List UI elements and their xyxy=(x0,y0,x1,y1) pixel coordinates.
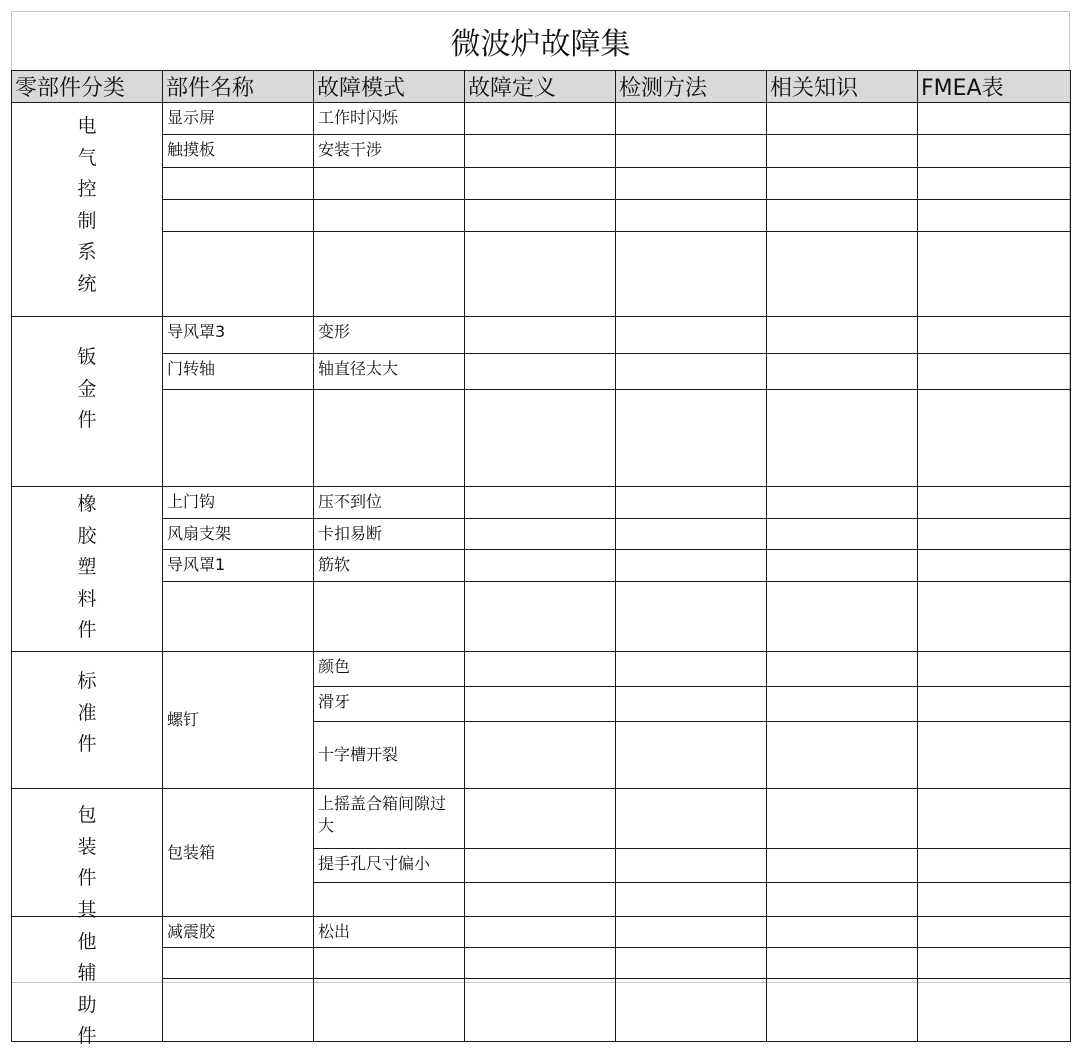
fault-mode-cell[interactable]: 提手孔尺寸偏小 xyxy=(314,848,465,882)
table-row xyxy=(12,200,1071,232)
table-row xyxy=(12,789,1071,849)
fault-mode-cell[interactable] xyxy=(314,390,465,487)
fault-mode-cell[interactable] xyxy=(314,948,465,979)
header-fault-definition[interactable]: 故障定义 xyxy=(465,71,616,103)
part-name-cell[interactable]: 门转轴 xyxy=(163,353,314,390)
detection-method-cell[interactable] xyxy=(616,487,767,519)
table-row xyxy=(12,581,1071,651)
detection-method-cell[interactable] xyxy=(616,103,767,135)
fault-definition-cell[interactable] xyxy=(465,848,616,882)
fault-definition-cell[interactable] xyxy=(465,686,616,721)
fmea-cell[interactable] xyxy=(918,948,1071,979)
fault-definition-cell[interactable] xyxy=(465,948,616,979)
detection-method-cell[interactable] xyxy=(616,721,767,788)
related-knowledge-cell[interactable] xyxy=(767,487,918,519)
detection-method-cell[interactable] xyxy=(616,390,767,487)
sheet-title: 微波炉故障集 xyxy=(450,26,631,62)
related-knowledge-cell[interactable] xyxy=(767,353,918,390)
header-part-name[interactable]: 部件名称 xyxy=(163,71,314,103)
part-name-cell[interactable]: 显示屏 xyxy=(163,103,314,135)
related-knowledge-cell[interactable] xyxy=(767,135,918,167)
category-cell[interactable]: 电 气 控 制 系 统 xyxy=(12,103,163,317)
fault-definition-cell[interactable] xyxy=(465,721,616,788)
fault-definition-cell[interactable] xyxy=(465,789,616,849)
related-knowledge-cell[interactable] xyxy=(767,979,918,1042)
table-row xyxy=(12,550,1071,582)
fmea-cell[interactable] xyxy=(918,135,1071,167)
fault-definition-cell[interactable] xyxy=(465,353,616,390)
fmea-cell[interactable] xyxy=(918,232,1071,317)
related-knowledge-cell[interactable] xyxy=(767,882,918,916)
related-knowledge-cell[interactable] xyxy=(767,848,918,882)
fmea-cell[interactable] xyxy=(918,103,1071,135)
detection-method-cell[interactable] xyxy=(616,581,767,651)
table-row xyxy=(12,135,1071,167)
table-row xyxy=(12,232,1071,317)
part-name-cell[interactable]: 包装箱 xyxy=(163,789,314,917)
table-row xyxy=(12,103,1071,135)
fmea-cell[interactable] xyxy=(918,917,1071,948)
header-row xyxy=(12,71,1071,103)
fmea-cell[interactable] xyxy=(918,167,1071,199)
fault-mode-cell[interactable]: 安装干涉 xyxy=(314,135,465,167)
detection-method-cell[interactable] xyxy=(616,789,767,849)
detection-method-cell[interactable] xyxy=(616,652,767,687)
related-knowledge-cell[interactable] xyxy=(767,581,918,651)
related-knowledge-cell[interactable] xyxy=(767,789,918,849)
part-name-cell[interactable] xyxy=(163,979,314,1042)
fmea-cell[interactable] xyxy=(918,518,1071,550)
detection-method-cell[interactable] xyxy=(616,518,767,550)
fault-definition-cell[interactable] xyxy=(465,652,616,687)
detection-method-cell[interactable] xyxy=(616,232,767,317)
part-name-cell[interactable]: 减震胶 xyxy=(163,917,314,948)
fault-mode-cell[interactable]: 变形 xyxy=(314,317,465,354)
category-cell[interactable]: 钣 金 件 xyxy=(12,317,163,487)
fault-mode-cell[interactable]: 轴直径太大 xyxy=(314,353,465,390)
fmea-cell[interactable] xyxy=(918,721,1071,788)
fmea-cell[interactable] xyxy=(918,317,1071,354)
fmea-cell[interactable] xyxy=(918,789,1071,849)
table-row xyxy=(12,979,1071,1042)
category-cell[interactable]: 其 他 辅 助 件 xyxy=(12,917,163,1042)
table-row xyxy=(12,167,1071,199)
fault-definition-cell[interactable] xyxy=(465,135,616,167)
fault-mode-cell[interactable]: 工作时闪烁 xyxy=(314,103,465,135)
part-name-cell[interactable] xyxy=(163,390,314,487)
fmea-cell[interactable] xyxy=(918,979,1071,1042)
related-knowledge-cell[interactable] xyxy=(767,390,918,487)
fault-mode-cell[interactable]: 卡扣易断 xyxy=(314,518,465,550)
fault-mode-cell[interactable]: 松出 xyxy=(314,917,465,948)
fault-definition-cell[interactable] xyxy=(465,167,616,199)
detection-method-cell[interactable] xyxy=(616,317,767,354)
fault-definition-cell[interactable] xyxy=(465,882,616,916)
fmea-cell[interactable] xyxy=(918,487,1071,519)
table-row xyxy=(12,317,1071,354)
detection-method-cell[interactable] xyxy=(616,135,767,167)
fmea-cell[interactable] xyxy=(918,550,1071,582)
fault-definition-cell[interactable] xyxy=(465,979,616,1042)
table-row xyxy=(12,353,1071,390)
table-row xyxy=(12,518,1071,550)
header-category[interactable]: 零部件分类 xyxy=(12,71,163,103)
fault-mode-cell[interactable]: 压不到位 xyxy=(314,487,465,519)
related-knowledge-cell[interactable] xyxy=(767,721,918,788)
fault-definition-cell[interactable] xyxy=(465,103,616,135)
part-name-cell[interactable] xyxy=(163,948,314,979)
related-knowledge-cell[interactable] xyxy=(767,652,918,687)
detection-method-cell[interactable] xyxy=(616,686,767,721)
fault-mode-cell[interactable]: 筋软 xyxy=(314,550,465,582)
part-name-cell[interactable] xyxy=(163,167,314,199)
fault-definition-cell[interactable] xyxy=(465,917,616,948)
fmea-cell[interactable] xyxy=(918,353,1071,390)
category-cell[interactable]: 标 准 件 xyxy=(12,652,163,789)
detection-method-cell[interactable] xyxy=(616,550,767,582)
fmea-cell[interactable] xyxy=(918,390,1071,487)
detection-method-cell[interactable] xyxy=(616,917,767,948)
fmea-cell[interactable] xyxy=(918,200,1071,232)
detection-method-cell[interactable] xyxy=(616,353,767,390)
fmea-cell[interactable] xyxy=(918,848,1071,882)
detection-method-cell[interactable] xyxy=(616,848,767,882)
table-row xyxy=(12,917,1071,948)
related-knowledge-cell[interactable] xyxy=(767,948,918,979)
table-row xyxy=(12,487,1071,519)
part-name-cell[interactable]: 风扇支架 xyxy=(163,518,314,550)
related-knowledge-cell[interactable] xyxy=(767,917,918,948)
part-name-cell[interactable]: 上门钩 xyxy=(163,487,314,519)
related-knowledge-cell[interactable] xyxy=(767,200,918,232)
part-name-cell[interactable]: 导风罩1 xyxy=(163,550,314,582)
fault-mode-cell[interactable]: 上摇盖合箱间隙过大 xyxy=(314,789,465,849)
part-name-cell[interactable]: 螺钉 xyxy=(163,652,314,789)
related-knowledge-cell[interactable] xyxy=(767,317,918,354)
fault-definition-cell[interactable] xyxy=(465,518,616,550)
part-name-cell[interactable] xyxy=(163,200,314,232)
fault-definition-cell[interactable] xyxy=(465,487,616,519)
category-cell[interactable]: 包 装 件 xyxy=(12,789,163,917)
related-knowledge-cell[interactable] xyxy=(767,103,918,135)
related-knowledge-cell[interactable] xyxy=(767,167,918,199)
fault-definition-cell[interactable] xyxy=(465,200,616,232)
fault-definition-cell[interactable] xyxy=(465,232,616,317)
header-detection-method[interactable]: 检测方法 xyxy=(616,71,767,103)
related-knowledge-cell[interactable] xyxy=(767,686,918,721)
related-knowledge-cell[interactable] xyxy=(767,550,918,582)
fmea-cell[interactable] xyxy=(918,882,1071,916)
fault-mode-cell[interactable]: 滑牙 xyxy=(314,686,465,721)
part-name-cell[interactable]: 触摸板 xyxy=(163,135,314,167)
part-name-cell[interactable] xyxy=(163,232,314,317)
table-row xyxy=(12,948,1071,979)
related-knowledge-cell[interactable] xyxy=(767,518,918,550)
detection-method-cell[interactable] xyxy=(616,979,767,1042)
detection-method-cell[interactable] xyxy=(616,882,767,916)
part-name-cell[interactable] xyxy=(163,581,314,651)
detection-method-cell[interactable] xyxy=(616,167,767,199)
fault-mode-cell[interactable] xyxy=(314,882,465,916)
category-cell[interactable]: 橡 胶 塑 料 件 xyxy=(12,487,163,652)
header-fmea[interactable]: FMEA表 xyxy=(918,71,1071,103)
fault-mode-cell[interactable] xyxy=(314,167,465,199)
fault-mode-cell[interactable] xyxy=(314,581,465,651)
detection-method-cell[interactable] xyxy=(616,948,767,979)
fault-mode-cell[interactable]: 颜色 xyxy=(314,652,465,687)
fault-mode-cell[interactable]: 十字槽开裂 xyxy=(314,721,465,788)
table-row xyxy=(12,652,1071,687)
fault-definition-cell[interactable] xyxy=(465,581,616,651)
fault-mode-cell[interactable] xyxy=(314,232,465,317)
fault-mode-cell[interactable] xyxy=(314,200,465,232)
table-row xyxy=(12,390,1071,487)
fmea-cell[interactable] xyxy=(918,652,1071,687)
fault-definition-cell[interactable] xyxy=(465,390,616,487)
fault-table xyxy=(11,70,1071,1047)
part-name-cell[interactable]: 导风罩3 xyxy=(163,317,314,354)
fmea-cell[interactable] xyxy=(918,686,1071,721)
detection-method-cell[interactable] xyxy=(616,200,767,232)
related-knowledge-cell[interactable] xyxy=(767,232,918,317)
fault-definition-cell[interactable] xyxy=(465,317,616,354)
fmea-cell[interactable] xyxy=(918,581,1071,651)
header-fault-mode[interactable]: 故障模式 xyxy=(314,71,465,103)
fault-mode-cell[interactable] xyxy=(314,979,465,1042)
header-related-knowledge[interactable]: 相关知识 xyxy=(767,71,918,103)
fault-definition-cell[interactable] xyxy=(465,550,616,582)
